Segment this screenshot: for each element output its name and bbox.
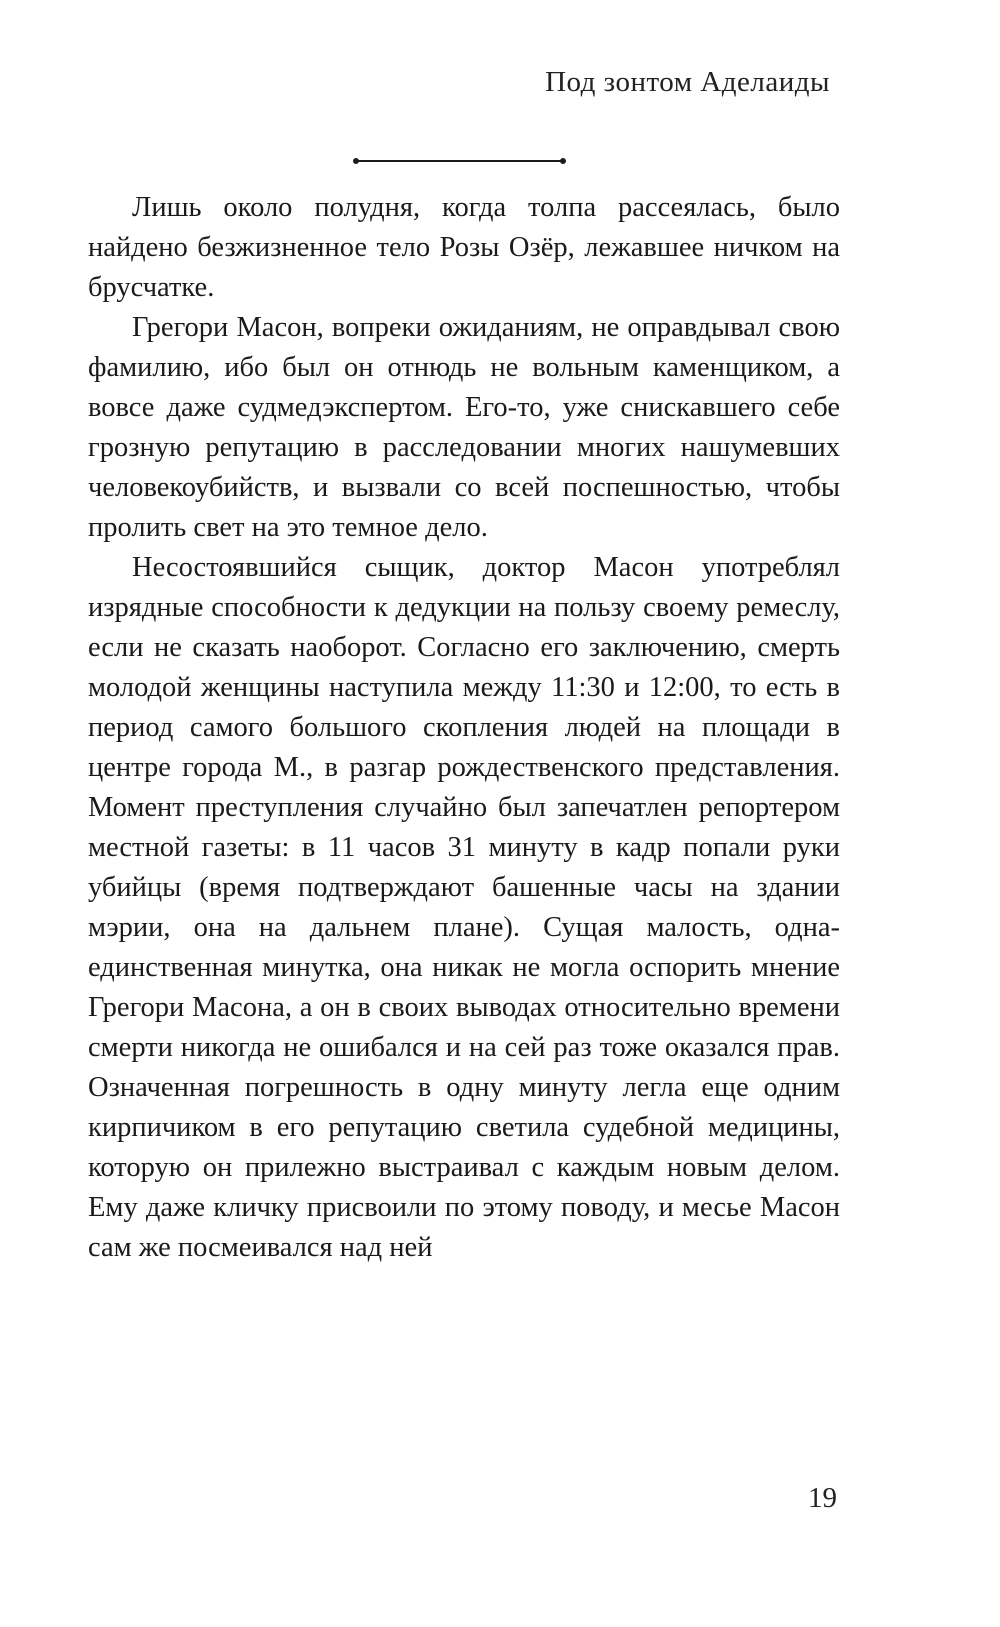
divider-dot-right	[560, 158, 566, 164]
divider-dot-left	[353, 158, 359, 164]
body-text	[88, 188, 840, 1268]
paragraph-3: Несостоявшийся сыщик, доктор Масон употреблял изрядные способности к дедукции на пользу своему ремеслу, если не сказать наоборот. Согласно его заключению, смерть молодой женщины наступила между 11:30 и 12:00, то есть в период самого большого скопления людей на площади в центре города М., в разгар рождественского представления. Момент преступления случайно был запечатлен репортером местной газеты: в 11 часов 31 минуту в кадр попали руки убийцы (время подтверждают башенные часы на здании мэрии, она на дальнем плане). Сущая малость, одна-единственная минутка, она никак не могла оспорить мнение Грегори Масона, а он в своих выводах относительно времени смерти никогда не ошибался и на сей раз тоже оказался прав. Означенная погрешность в одну минуту легла еще одним кирпичиком в его репутацию светила судебной медицины, которую он прилежно выстраивал с каждым новым делом. Ему даже кличку присвоили по этому поводу, и месье Масон сам же посмеивался над ней	[88, 552, 840, 1263]
page-number: 19	[808, 1482, 837, 1514]
paragraph-1: Лишь около полудня, когда толпа рассеялась, было найдено безжизненное тело Розы Озёр, лежавшее ничком на брусчатке.	[88, 192, 840, 303]
running-head-title: Под зонтом Аделаиды	[545, 66, 830, 98]
section-divider	[356, 160, 563, 162]
paragraph-2: Грегори Масон, вопреки ожиданиям, не оправдывал свою фамилию, ибо был он отнюдь не вольным каменщиком, а вовсе даже судмедэкспертом. Его-то, уже снискавшего себе грозную репутацию в расследовании многих нашумевших человекоубийств, и вызвали со всей поспешностью, чтобы пролить свет на это темное дело.	[88, 312, 840, 543]
